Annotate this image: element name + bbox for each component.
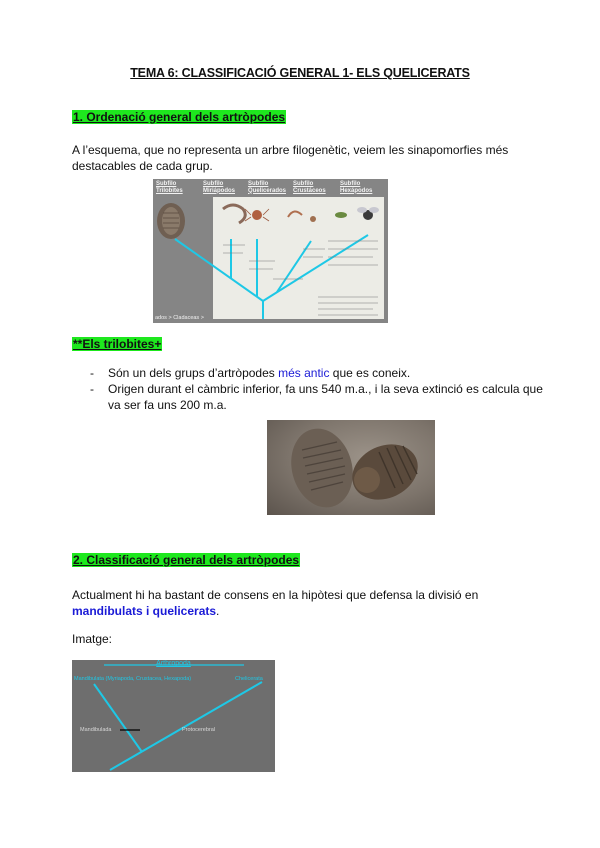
section2-text xyxy=(72,587,542,619)
scorpion-icon xyxy=(252,210,262,220)
fig2-mid-left-label: Mandibulada xyxy=(80,727,112,733)
section2-text-post: . xyxy=(216,604,220,618)
trilobites-heading-text: **Els trilobites+ xyxy=(73,337,162,351)
fossil-right-icon xyxy=(343,434,427,510)
bullet1-text-post: que es coneix. xyxy=(329,366,411,380)
section2-text-pre: Actualment hi ha bastant de consens en la hipòtesi que defensa la divisió en xyxy=(72,588,479,602)
fig1-tree-svg xyxy=(153,179,388,323)
section2-highlight: mandibulats i quelicerats xyxy=(72,604,217,618)
fig1-footer: ados > Cladaceas > xyxy=(155,315,204,321)
trilobites-bullet-1 xyxy=(90,365,550,381)
fig2-mid-right-label: Protocerebral xyxy=(182,727,216,733)
fig2-root-label: Arthropoda xyxy=(156,660,191,667)
trilobites-bullet-2: - Origen durant el càmbric inferior, fa uns 540 m.a., i la seva extinció es calcula que va ser fa uns 200 m.a. xyxy=(90,381,550,413)
page-title: TEMA 6: CLASSIFICACIÓ GENERAL 1- ELS QUELICERATS xyxy=(130,66,470,80)
grasshopper-icon xyxy=(335,212,347,218)
image-label: Imatge: xyxy=(72,632,113,646)
fig2-left-label: Mandibulata (Myriapoda, Crustacea, Hexapoda) xyxy=(74,676,192,682)
trilobites-heading xyxy=(72,335,162,353)
trilobite-fossil-photo xyxy=(267,420,435,515)
fig1-header-crustacea: Subfilo Crustáceos xyxy=(293,181,326,194)
cladogram-arthropod-subphyla xyxy=(153,179,388,323)
section1-heading-text: 1. Ordenació general dels artròpodes xyxy=(73,110,286,124)
cladogram-mandibulata-chelicerata xyxy=(72,660,275,772)
bullet1-highlight: més antic xyxy=(278,366,330,380)
section1-heading xyxy=(72,108,286,126)
fig1-header-trilobites: Subfilo Trilobites xyxy=(156,181,183,194)
trilobites-bullets xyxy=(90,365,550,413)
section2-heading xyxy=(72,551,300,569)
section1-text: A l’esquema, que no representa un arbre filogenètic, veiem les sinapomorfies més destacables de cada grup. xyxy=(72,143,509,173)
fig1-header-chelicerata: Subfilo Quelicerados xyxy=(248,181,287,194)
shrimp-icon xyxy=(288,211,302,217)
section2-heading-text: 2. Classificació general dels artròpodes xyxy=(73,553,300,567)
bullet1-text-pre: Són un dels grups d’artròpodes xyxy=(108,366,279,380)
fossil-photo-svg xyxy=(267,420,435,515)
fig1-header-hexapoda: Subfilo Hexápodos xyxy=(340,181,373,194)
fossil-left-icon xyxy=(283,422,362,515)
fig1-header-myriapoda: Subfilo Miriápodos xyxy=(203,181,236,194)
fig2-right-label: Chelicerata xyxy=(235,676,263,682)
myriapod-icon xyxy=(223,205,245,223)
